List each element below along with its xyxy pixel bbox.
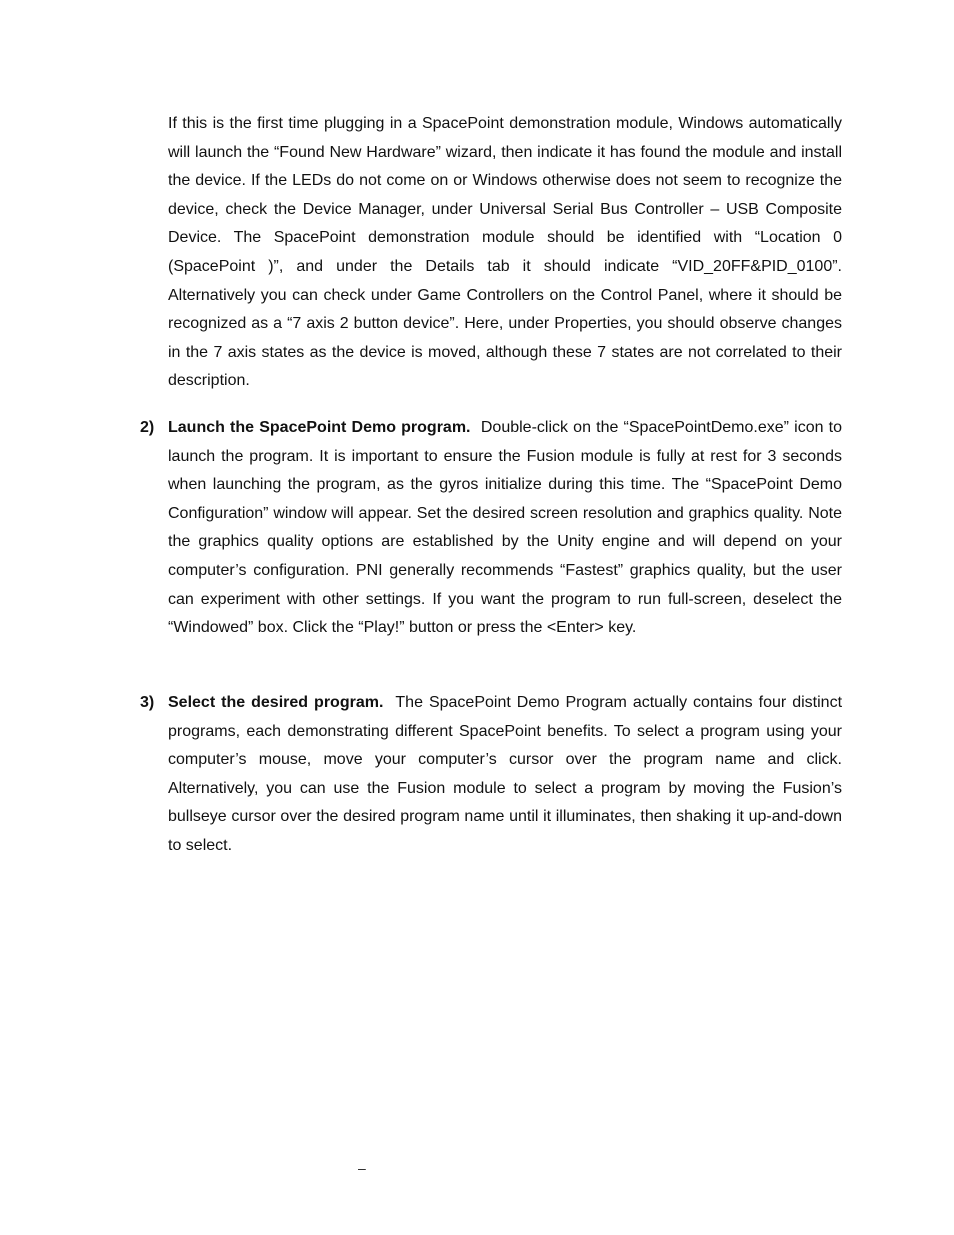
footer-mark: – bbox=[358, 1160, 366, 1176]
list-item-body: The SpacePoint Demo Program actually contains four distinct programs, each demonstrating different SpacePoint benefits. To select a program using your computer’s mouse, move your computer’s cursor over the program name and click. Alternatively, you can use the Fusion module to select a program by moving the Fusion’s bullseye cursor over the desired program name until it illuminates, then shaking it up-and-down to select. bbox=[168, 694, 843, 854]
list-item-number: 2) bbox=[140, 419, 155, 436]
list-item-number: 3) bbox=[140, 694, 155, 711]
list-item-lead: Launch the SpacePoint Demo program. bbox=[168, 419, 471, 436]
intro-paragraph: If this is the first time plugging in a SpacePoint demonstration module, Windows automatically will launch the “Found New Hardware” wizard, then indicate it has found the module and install the device. If the LEDs do not come on or Windows otherwise does not seem to recognize the device, check the Device Manager, under Universal Serial Bus Controller – USB Composite Device. The SpacePoint demonstration module should be identified with “Location 0 (SpacePoint )”, and under the Details tab it should indicate “VID_20FF&PID_0100”. Alternatively you can check under Game Controllers on the Control Panel, where it should be recognized as a “7 axis 2 button device”. Here, under Properties, you should observe changes in the 7 axis states as the device is moved, although these 7 states are not correlated to their description. bbox=[168, 115, 842, 390]
list-item-lead: Select the desired program. bbox=[168, 694, 384, 711]
list-item-select-program bbox=[168, 689, 842, 861]
list-item-launch-program bbox=[168, 414, 842, 643]
list-item-body: Double-click on the “SpacePointDemo.exe” icon to launch the program. It is important to ensure the Fusion module is fully at rest for 3 seconds when launching the program, as the gyros initialize during this time. The “SpacePoint Demo Configuration” window will appear. Set the desired screen resolution and graphics quality. Note the graphics quality options are established by the Unity engine and will depend on your computer’s configuration. PNI generally recommends “Fastest” graphics quality, but the user can experiment with other settings. If you want the program to run full-screen, deselect the “Windowed” box. Click the “Play!” button or press the <Enter> key. bbox=[168, 419, 843, 637]
